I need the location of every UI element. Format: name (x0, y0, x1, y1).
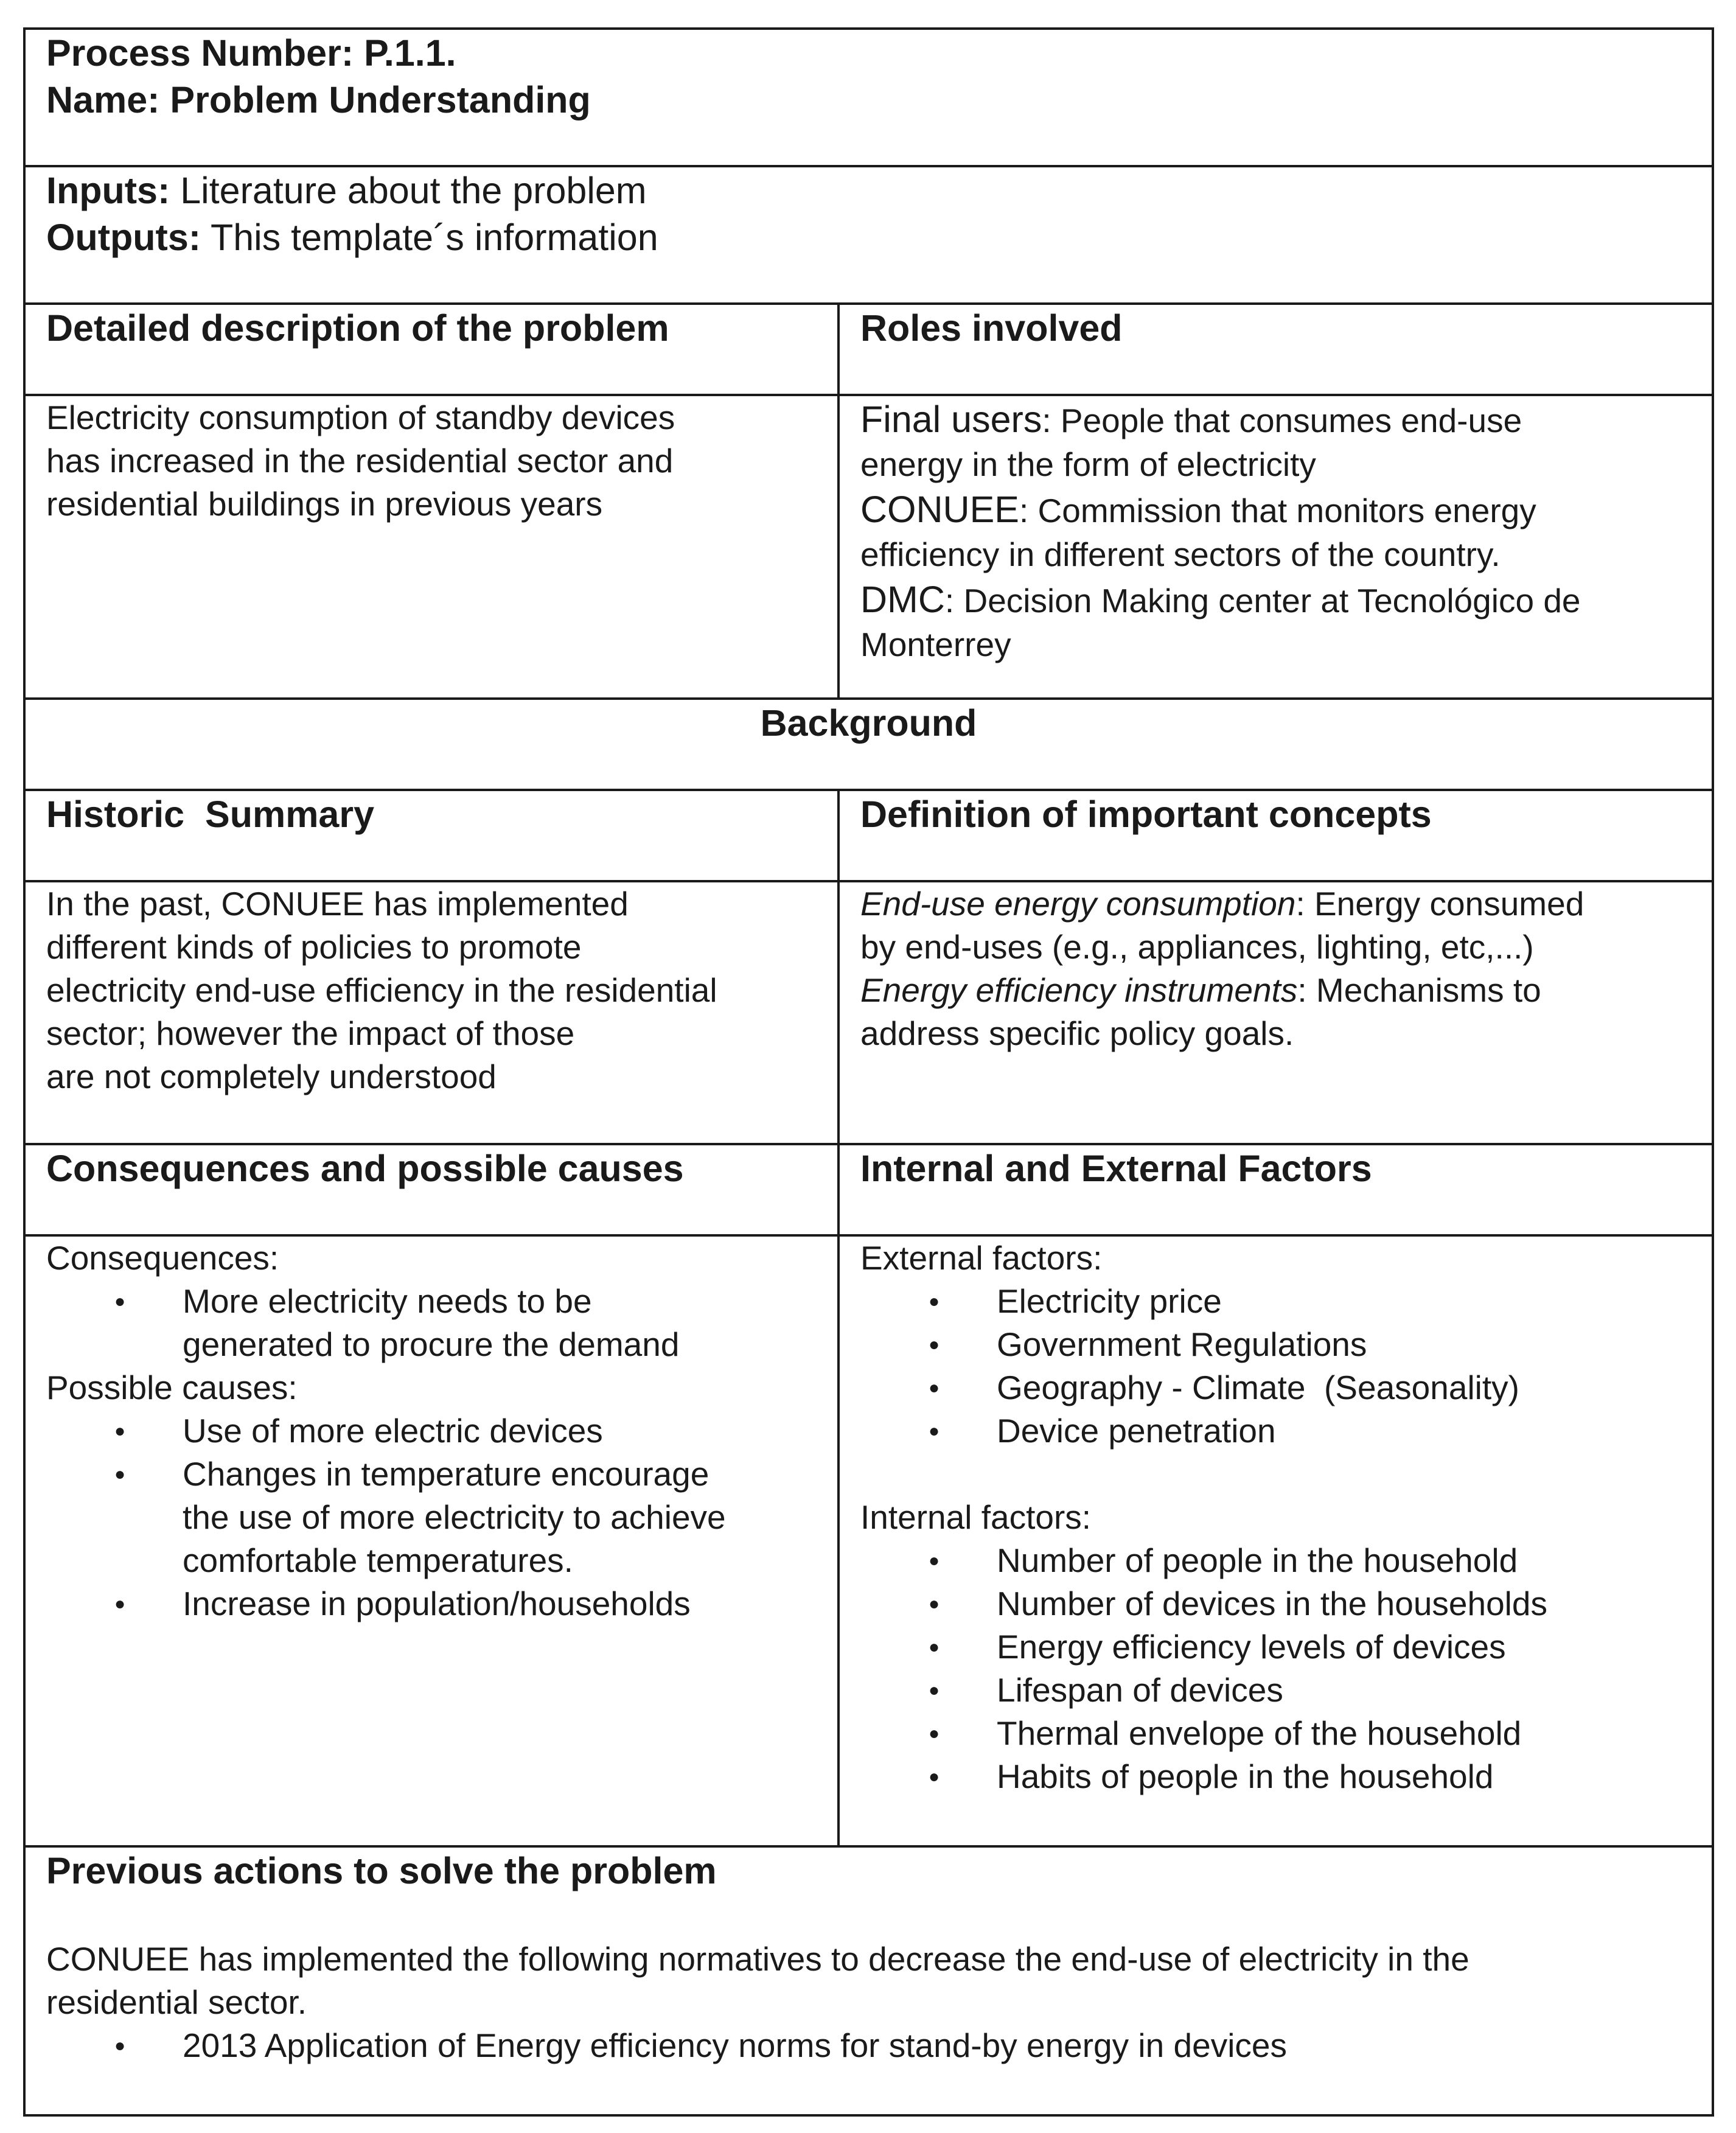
concept-instruments (860, 969, 1691, 1012)
role-conuee (860, 486, 1691, 533)
internal-factors-list (860, 1539, 1691, 1798)
inputs-line (46, 167, 1691, 214)
causes-heading: Consequences and possible causes (46, 1148, 684, 1189)
previous-line: CONUEE has implemented the following normatives to decrease the end-use of electricity in the (46, 1940, 1469, 1978)
role-label: DMC (860, 579, 945, 620)
concepts-cell (838, 881, 1713, 1144)
consequences-label: Consequences: (46, 1239, 279, 1277)
historic-concepts-row (24, 881, 1713, 1144)
role-desc-cont: efficiency in different sectors of the country. (860, 536, 1501, 573)
concept-def-cont: by end-uses (e.g., appliances, lighting, etc,...) (860, 928, 1534, 966)
causes-list (46, 1409, 817, 1625)
previous-actions-cell (24, 1846, 1713, 2115)
list-item: ● Number of devices in the households (860, 1582, 1691, 1625)
concept-term: Energy efficiency instruments (860, 971, 1298, 1009)
list-item-line: generated to procure the demand (183, 1325, 680, 1363)
roles-cell (838, 395, 1713, 699)
title-cell (24, 29, 1713, 166)
problem-line: residential buildings in previous years (46, 485, 603, 523)
external-factors-list (860, 1280, 1691, 1453)
outputs-line (46, 214, 1691, 261)
role-label: CONUEE (860, 489, 1019, 530)
historic-heading-cell (24, 790, 838, 881)
concepts-heading-cell (838, 790, 1713, 881)
outputs-label: Outputs: (46, 217, 201, 258)
problem-heading-cell (24, 304, 838, 395)
role-desc: : Decision Making center at Tecnológico de (944, 582, 1581, 620)
concept-end-use (860, 882, 1691, 926)
title-row (24, 29, 1713, 166)
causes-heading-row (24, 1144, 1713, 1235)
list-item-line: ● More electricity needs to be (183, 1282, 592, 1320)
roles-heading-cell (838, 304, 1713, 395)
problem-heading-row (24, 304, 1713, 395)
list-item: ● Device penetration (860, 1409, 1691, 1453)
role-desc: : Commission that monitors energy (1019, 492, 1536, 529)
outputs-value: This template´s information (201, 217, 658, 258)
causes-cell (24, 1235, 838, 1846)
process-number: Process Number: P.1.1. (46, 32, 456, 74)
concept-def: : Mechanisms to (1297, 971, 1541, 1009)
historic-line: In the past, CONUEE has implemented (46, 885, 629, 923)
list-item-line: ● Use of more electric devices (183, 1412, 603, 1450)
list-item: ● Government Regulations (860, 1323, 1691, 1366)
inputs-value: Literature about the problem (170, 170, 647, 211)
list-item: ● Electricity price (860, 1280, 1691, 1323)
role-desc: : People that consumes end-use (1042, 402, 1522, 439)
previous-actions-list (46, 2024, 1691, 2067)
role-dmc (860, 576, 1691, 623)
spacer (860, 1453, 1691, 1496)
background-heading: Background (760, 702, 977, 744)
background-cell (24, 699, 1713, 790)
io-row (24, 166, 1713, 304)
role-final-users (860, 396, 1691, 443)
concept-term: End-use energy consumption (860, 885, 1296, 923)
historic-line: different kinds of policies to promote (46, 928, 582, 966)
list-item: ● Number of people in the household (860, 1539, 1691, 1582)
list-item (46, 1409, 817, 1453)
problem-heading: Detailed description of the problem (46, 307, 669, 349)
problem-line: has increased in the residential sector and (46, 442, 674, 480)
list-item-line: ● Increase in population/households (183, 1585, 691, 1622)
historic-line: are not completely understood (46, 1058, 497, 1095)
list-item-line: ● Changes in temperature encourage (183, 1455, 709, 1493)
external-factors-label: External factors: (860, 1239, 1103, 1277)
problem-description-cell (24, 395, 838, 699)
role-desc-cont: Monterrey (860, 626, 1011, 663)
list-item-line: the use of more electricity to achieve (183, 1498, 726, 1536)
factors-cell (838, 1235, 1713, 1846)
role-label: Final users (860, 399, 1042, 440)
list-item (46, 1582, 817, 1625)
factors-heading: Internal and External Factors (860, 1148, 1372, 1189)
inputs-label: Inputs: (46, 170, 170, 211)
internal-factors-label: Internal factors: (860, 1498, 1092, 1536)
list-item (46, 1280, 817, 1366)
historic-line: electricity end-use efficiency in the residential (46, 971, 717, 1009)
role-desc-cont: energy in the form of electricity (860, 445, 1316, 483)
background-row (24, 699, 1713, 790)
causes-label: Possible causes: (46, 1369, 298, 1406)
list-item: ● Thermal envelope of the household (860, 1712, 1691, 1755)
list-item-line: comfortable temperatures. (183, 1541, 573, 1579)
factors-heading-cell (838, 1144, 1713, 1235)
spacer (46, 1894, 1691, 1938)
process-name: Name: Problem Understanding (46, 79, 591, 120)
problem-roles-row (24, 395, 1713, 699)
historic-cell (24, 881, 838, 1144)
list-item (46, 1453, 817, 1582)
roles-heading: Roles involved (860, 307, 1123, 349)
historic-heading: Historic Summary (46, 794, 375, 835)
causes-factors-row (24, 1235, 1713, 1846)
list-item: ● Habits of people in the household (860, 1755, 1691, 1798)
concept-def-cont: address specific policy goals. (860, 1014, 1294, 1052)
list-item: ● Lifespan of devices (860, 1669, 1691, 1712)
io-cell (24, 166, 1713, 304)
consequences-list (46, 1280, 817, 1366)
previous-actions-row (24, 1846, 1713, 2115)
list-item: ● 2013 Application of Energy efficiency norms for stand-by energy in devices (46, 2024, 1691, 2067)
historic-heading-row (24, 790, 1713, 881)
historic-line: sector; however the impact of those (46, 1014, 575, 1052)
concepts-heading: Definition of important concepts (860, 794, 1432, 835)
previous-line: residential sector. (46, 1983, 307, 2021)
concept-def: : Energy consumed (1295, 885, 1584, 923)
previous-actions-heading: Previous actions to solve the problem (46, 1850, 717, 1891)
list-item: ● Energy efficiency levels of devices (860, 1625, 1691, 1669)
list-item: ● Geography - Climate (Seasonality) (860, 1366, 1691, 1409)
process-template-table (23, 27, 1714, 2117)
problem-line: Electricity consumption of standby devices (46, 399, 675, 436)
causes-heading-cell (24, 1144, 838, 1235)
